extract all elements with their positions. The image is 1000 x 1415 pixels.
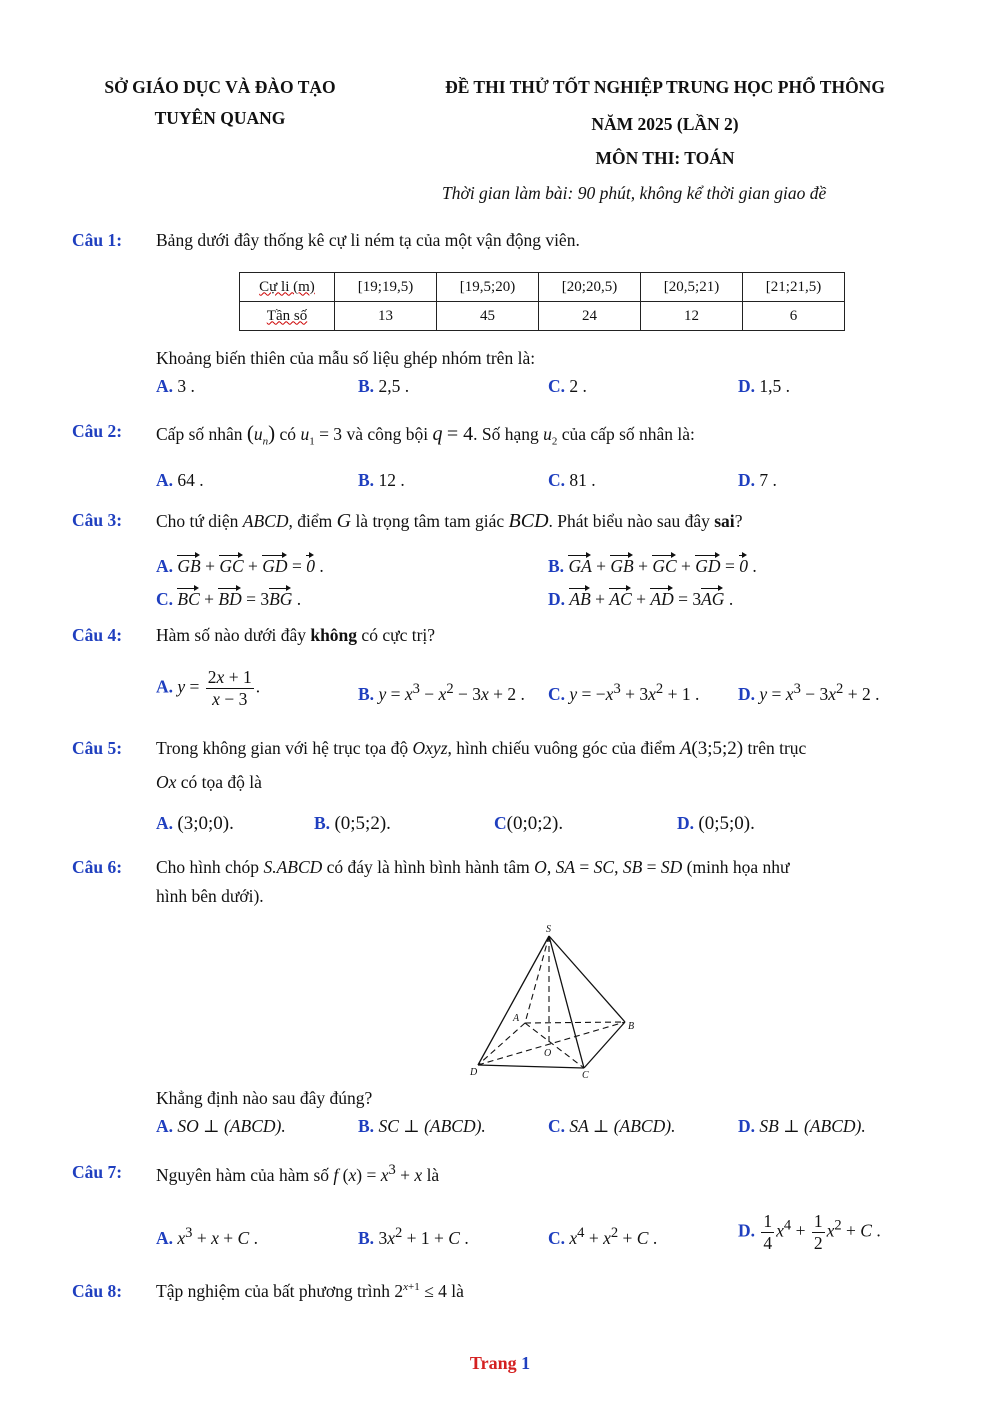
- exam-year: NĂM 2025 (LẦN 2): [591, 114, 739, 134]
- question-label: Câu 8:: [72, 1281, 123, 1301]
- option-a[interactable]: A. 64 .: [156, 470, 204, 490]
- question-text-line2: hình bên dưới).: [156, 886, 264, 906]
- option-a[interactable]: A. 3 .: [156, 376, 195, 396]
- question-text: Hàm số nào dưới đây không có cực trị?: [156, 625, 436, 645]
- table-header-cell: [19,5;20): [437, 273, 539, 302]
- table-header-cell: [20,5;21): [641, 273, 743, 302]
- department-name: SỞ GIÁO DỤC VÀ ĐÀO TẠO: [104, 77, 336, 97]
- vertex-d-label: D: [470, 1067, 478, 1078]
- question-text: Nguyên hàm của hàm số f $(x) = x^3 + x$ là: [156, 1162, 440, 1185]
- page-footer: [0, 1353, 1000, 1374]
- question-label: Câu 2:: [72, 421, 123, 441]
- option-b[interactable]: B. (0;5;2).: [314, 813, 391, 834]
- table-cell: 45: [437, 302, 539, 331]
- option-d[interactable]: D. $y = x^3 - 3x^2 + 2$ .: [738, 681, 880, 704]
- question-label: Câu 5:: [72, 738, 123, 758]
- question-label: Câu 7:: [72, 1162, 123, 1182]
- math-expression: $u_2$: [543, 424, 558, 448]
- table-header-cell: [21;21,5): [743, 273, 845, 302]
- page-word: Trang: [469, 1353, 517, 1373]
- page-number: 1: [521, 1353, 531, 1373]
- exam-subject: MÔN THI: TOÁN: [595, 148, 735, 168]
- question-label: Câu 4:: [72, 625, 123, 645]
- math-expression: BCD: [508, 510, 549, 532]
- option-a[interactable]: A. y = $\frac{2x + 1}{x - 3}$ .: [156, 667, 261, 709]
- question-text: Tập nghiệm của bất phương trình $2^{x+1} \le 4$ là: [156, 1281, 464, 1301]
- table-cell: 13: [335, 302, 437, 331]
- pyramid-figure: [460, 920, 650, 1080]
- table-header-cell: Cự li (m): [240, 273, 335, 302]
- question-text: Cho tứ diện ABCD, điểm G là trọng tâm tam giác BCD. Phát biểu nào sau đây sai?: [156, 510, 743, 532]
- option-c[interactable]: C. $x^4 + x^2 + C$ .: [548, 1225, 658, 1248]
- option-b[interactable]: B. 12 .: [358, 470, 405, 490]
- option-b[interactable]: B. $3x^2 + 1 + C$ .: [358, 1225, 469, 1248]
- table-header-cell: [19;19,5): [335, 273, 437, 302]
- option-b[interactable]: B. GA + GB + GC + GD = 0 .: [548, 556, 757, 576]
- province-name: TUYÊN QUANG: [154, 108, 286, 128]
- vertex-b-label: B: [628, 1021, 635, 1032]
- math-expression: $u_n$: [253, 424, 269, 448]
- exam-time: Thời gian làm bài: 90 phút, không kể thời gian giao đề: [442, 183, 827, 203]
- table-cell: 6: [743, 302, 845, 331]
- table-cell: Tần số: [240, 302, 335, 331]
- question-prompt: Khẳng định nào sau đây đúng?: [156, 1088, 373, 1108]
- question-prompt: Khoảng biến thiên của mẫu số liệu ghép nhóm trên là:: [156, 348, 536, 368]
- frequency-table: [239, 272, 845, 331]
- question-label: Câu 3:: [72, 510, 123, 530]
- option-c[interactable]: C. $y = -x^3 + 3x^2 + 1$ .: [548, 681, 700, 704]
- vertex-c-label: C: [582, 1070, 589, 1080]
- option-b[interactable]: B. 2,5 .: [358, 376, 410, 396]
- option-c[interactable]: C(0;0;2).: [494, 813, 564, 834]
- question-text: Cấp số nhân $(u_n)$ có $u_1 = 3$ và công bội q = 4. Số hạng $u_2$ của cấp số nhân là:: [156, 421, 695, 448]
- math-expression: (: [246, 421, 254, 445]
- table-cell: 12: [641, 302, 743, 331]
- question-text: Bảng dưới đây thống kê cự li ném tạ của một vận động viên.: [156, 230, 580, 250]
- option-d[interactable]: D. AB + AC + AD = 3AG .: [548, 589, 734, 609]
- table-cell: 24: [539, 302, 641, 331]
- option-d[interactable]: D. (0;5;0).: [677, 813, 755, 834]
- math-expression: q: [432, 423, 443, 445]
- option-d[interactable]: D. 7 .: [738, 470, 777, 490]
- option-d[interactable]: D. SB ⊥ (ABCD).: [738, 1116, 866, 1136]
- option-a[interactable]: A. $x^3 + x + C$ .: [156, 1225, 258, 1248]
- question-text-line2: Ox có tọa độ là: [156, 772, 262, 792]
- option-c[interactable]: C. 81 .: [548, 470, 596, 490]
- vertex-s-label: S: [546, 924, 551, 935]
- option-d[interactable]: D. 1,5 .: [738, 376, 791, 396]
- option-b[interactable]: B. SC ⊥ (ABCD).: [358, 1116, 486, 1136]
- exam-title: ĐỀ THI THỬ TỐT NGHIỆP TRUNG HỌC PHỔ THÔNG: [445, 77, 885, 97]
- option-a[interactable]: A. GB + GC + GD = 0 .: [156, 556, 324, 576]
- center-o-label: O: [544, 1048, 552, 1059]
- math-expression: ABCD: [242, 511, 289, 531]
- question-label: Câu 1:: [72, 230, 123, 250]
- option-b[interactable]: B. $y = x^3 - x^2 - 3x + 2$ .: [358, 681, 525, 704]
- question-text: Trong không gian với hệ trục tọa độ Oxyz, hình chiếu vuông góc của điểm A(3;5;2) trên trục: [156, 738, 807, 759]
- vertex-a-label: A: [513, 1013, 520, 1024]
- question-text: Cho hình chóp S.ABCD có đáy là hình bình hành tâm O, SA = SC, SB = SD (minh họa như: [156, 857, 790, 877]
- math-expression: $u_1$: [300, 424, 315, 448]
- math-expression: G: [336, 510, 352, 532]
- option-c[interactable]: C. BC + BD = 3BG .: [156, 589, 302, 609]
- option-c[interactable]: C. SA ⊥ (ABCD).: [548, 1116, 676, 1136]
- option-c[interactable]: C. 2 .: [548, 376, 587, 396]
- option-d[interactable]: D. $\frac{1}{4}$ $x^4$ + $\frac{1}{2}$ $x^2 + C$ .: [738, 1211, 881, 1253]
- question-label: Câu 6:: [72, 857, 123, 877]
- option-a[interactable]: A. (3;0;0).: [156, 813, 234, 834]
- table-header-cell: [20;20,5): [539, 273, 641, 302]
- option-a[interactable]: A. SO ⊥ (ABCD).: [156, 1116, 286, 1136]
